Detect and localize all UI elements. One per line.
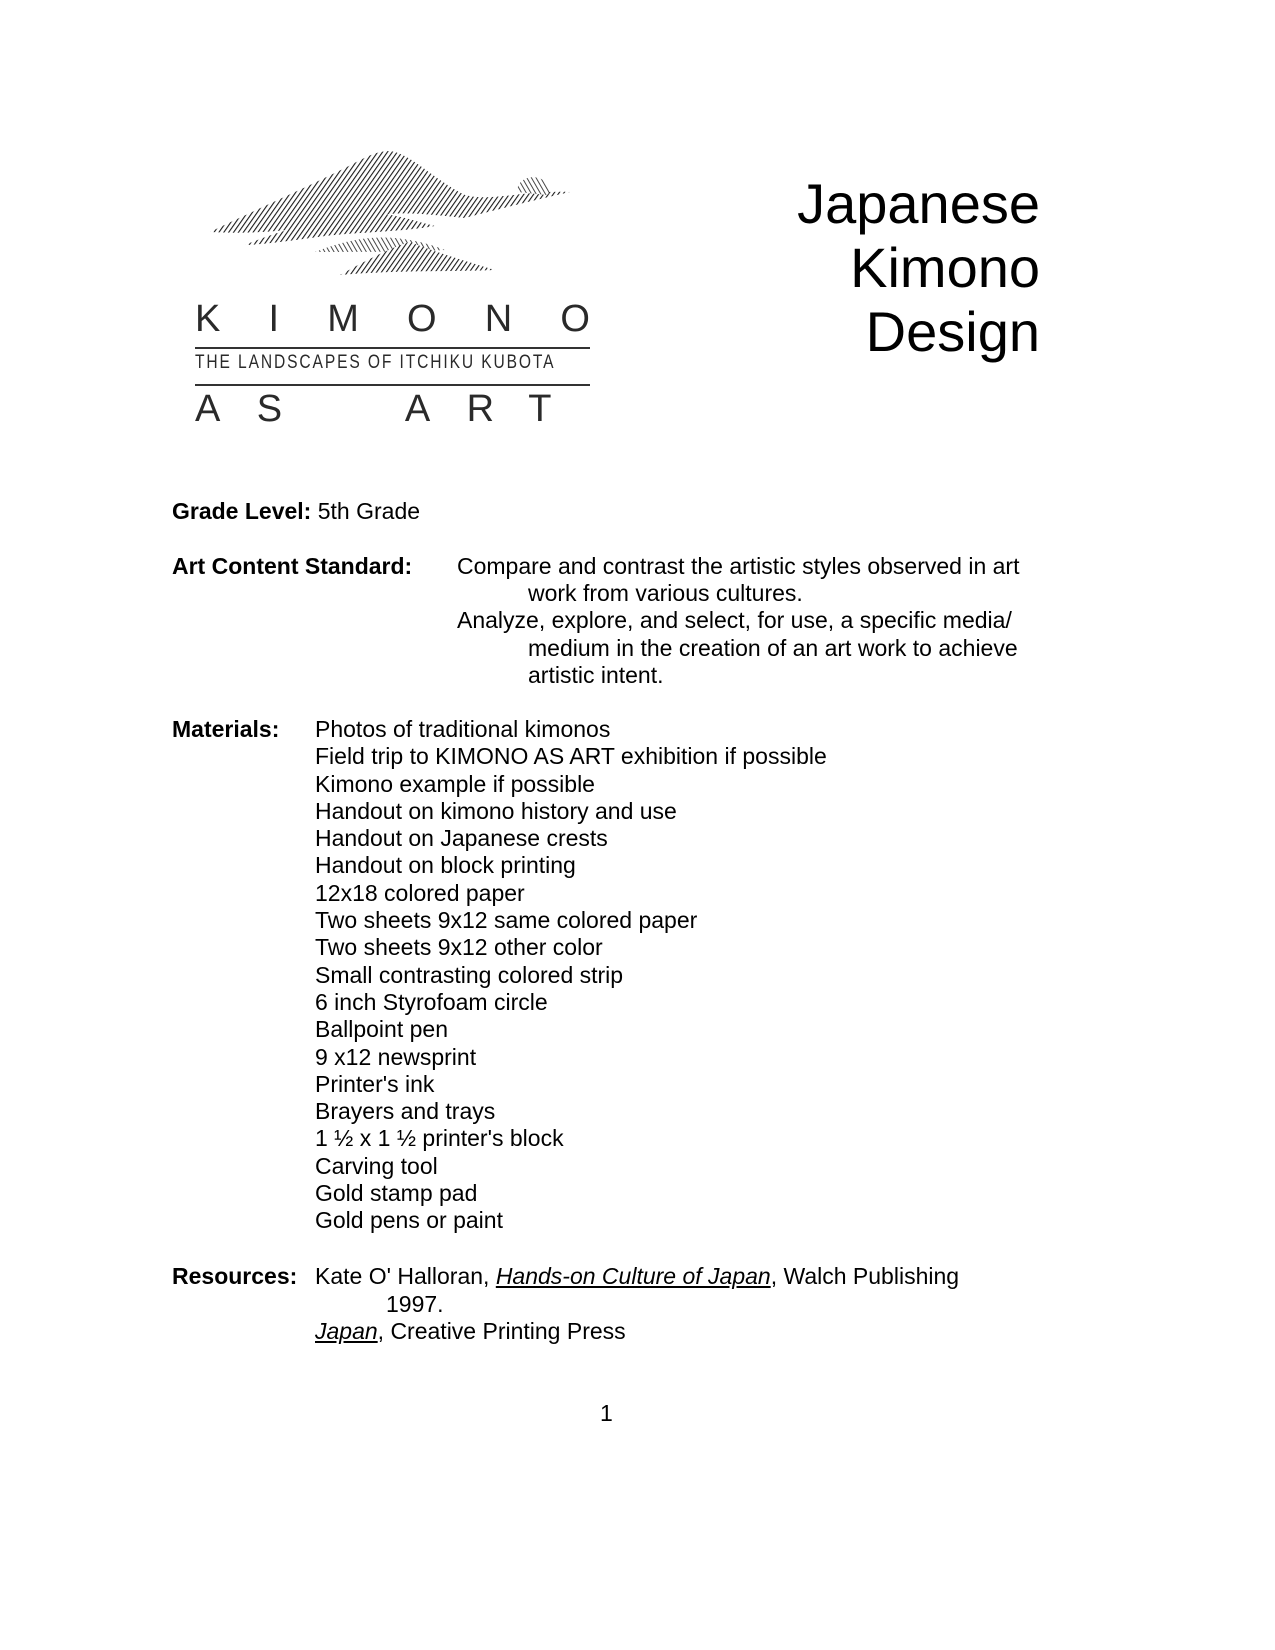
list-item: Two sheets 9x12 other color: [315, 934, 603, 961]
logo-letter: S: [256, 388, 283, 430]
list-item: Carving tool: [315, 1152, 438, 1179]
standard-text: artistic intent.: [528, 662, 664, 688]
logo-letter: R: [466, 388, 495, 430]
list-item: Handout on block printing: [315, 852, 576, 879]
resource-publisher: , Creative Printing Press: [377, 1318, 626, 1344]
grade-level-label: Grade Level:: [172, 498, 312, 524]
resource-book-title: Japan: [315, 1318, 378, 1344]
art-standard-label: Art Content Standard:: [172, 553, 413, 579]
list-item: 9 x12 newsprint: [315, 1043, 477, 1070]
logo-letter: A: [404, 388, 431, 430]
resource-year: 1997.: [386, 1291, 444, 1317]
list-item: Ballpoint pen: [315, 1016, 448, 1043]
title-line: Japanese: [797, 172, 1040, 235]
resource-publisher: , Walch Publishing: [770, 1263, 960, 1289]
resources-label: Resources:: [172, 1263, 298, 1289]
grade-level-row: [172, 498, 420, 526]
list-item: Gold stamp pad: [315, 1180, 478, 1207]
logo-letter: O: [407, 298, 437, 340]
materials-label: Materials:: [172, 716, 280, 742]
title-line: Design: [865, 300, 1040, 363]
resource-author: Kate O' Halloran,: [315, 1263, 496, 1289]
materials-list: [315, 716, 827, 1235]
mountain-landscape-icon: [195, 140, 595, 290]
list-item: Two sheets 9x12 same colored paper: [315, 907, 698, 934]
logo-divider: [195, 384, 590, 386]
logo-letter: I: [268, 298, 280, 340]
list-item: Field trip to KIMONO AS ART exhibition if possible: [315, 743, 827, 770]
title-line: Kimono: [850, 236, 1040, 299]
list-item: Printer's ink: [315, 1070, 435, 1097]
logo-letter: A: [195, 388, 221, 430]
logo-kimono-wordmark: [195, 298, 590, 341]
list-item: 12x18 colored paper: [315, 879, 525, 906]
grade-level-value: 5th Grade: [317, 498, 421, 524]
resource-book-title: Hands-on Culture of Japan: [495, 1263, 771, 1289]
page-number: 1: [600, 1400, 613, 1426]
list-item: 1 ½ x 1 ½ printer's block: [315, 1125, 564, 1152]
list-item: Small contrasting colored strip: [315, 961, 624, 988]
logo-subtitle: THE LANDSCAPES OF ITCHIKU KUBOTA: [195, 352, 556, 373]
logo-letter: T: [528, 388, 552, 430]
list-item: 6 inch Styrofoam circle: [315, 988, 548, 1015]
resource-entry: [315, 1318, 626, 1346]
logo-as-art-wordmark: [195, 388, 590, 431]
logo-letter: N: [484, 298, 513, 340]
list-item: Photos of traditional kimonos: [315, 716, 611, 742]
list-item: Gold pens or paint: [315, 1207, 503, 1234]
logo-letter: M: [327, 298, 359, 340]
document-title: [797, 172, 1040, 364]
list-item: Handout on Japanese crests: [315, 825, 608, 852]
resource-entry: [315, 1263, 959, 1291]
list-item: Kimono example if possible: [315, 770, 595, 797]
list-item: Handout on kimono history and use: [315, 797, 677, 824]
standard-text: Analyze, explore, and select, for use, a specific media/: [457, 607, 1012, 633]
logo-letter: K: [195, 298, 221, 340]
standard-text: medium in the creation of an art work to achieve: [528, 635, 1018, 661]
standard-text: work from various cultures.: [528, 580, 803, 606]
logo-letter: O: [560, 298, 590, 340]
standard-text: Compare and contrast the artistic styles observed in art: [457, 553, 1020, 579]
kimono-as-art-logo: [195, 140, 595, 440]
list-item: Brayers and trays: [315, 1098, 496, 1125]
logo-divider: [195, 347, 590, 349]
